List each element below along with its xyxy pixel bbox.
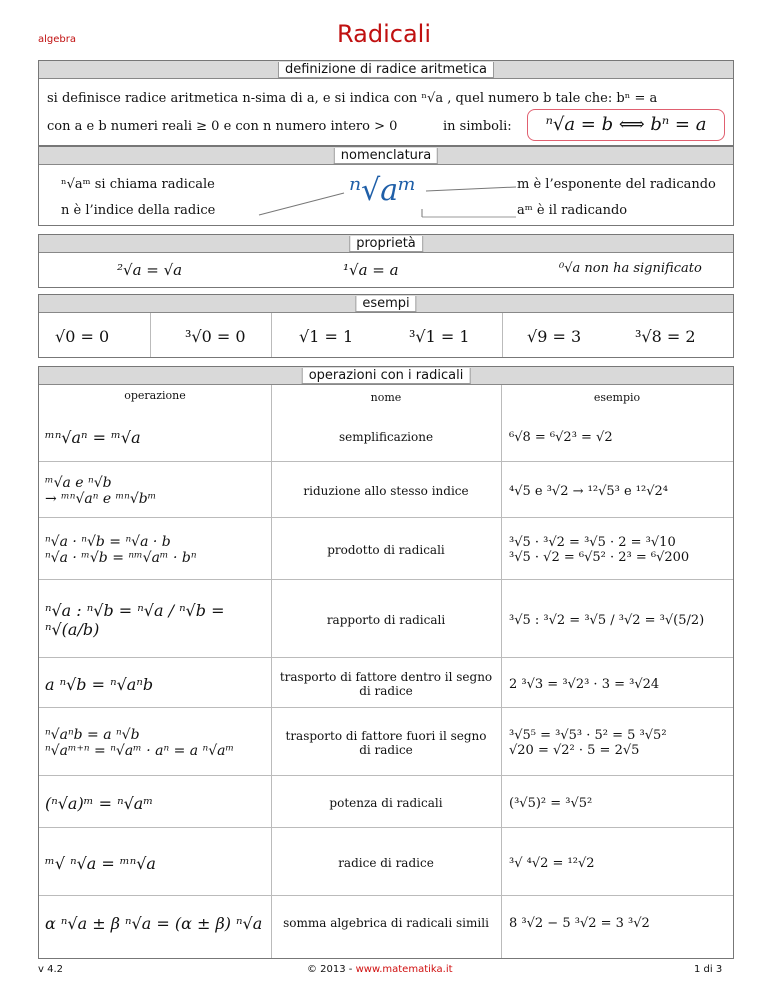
nome-cell: radice di radice: [338, 856, 434, 870]
definizione-conditions: con a e b numeri reali ≥ 0 e con n numero intero > 0: [47, 119, 398, 134]
row-divider: [39, 707, 733, 708]
footer-copyright: [307, 964, 453, 975]
nome-cell: riduzione allo stesso indice: [303, 484, 469, 498]
operazione-cell: [45, 463, 269, 519]
nome-cell: somma algebrica di radicali simili: [283, 916, 489, 930]
nomenclatura-heading-band: [39, 147, 733, 165]
nomenclatura-radicando: aᵐ è il radicando: [517, 203, 628, 218]
esempio-formula: ⁴√5 e ³√2 → ¹²√5³ e ¹²√2⁴: [509, 483, 668, 499]
row-divider: [39, 775, 733, 776]
operazione-cell: [45, 709, 269, 777]
esempio-item: ³√8 = 2: [635, 327, 696, 346]
footer-page: 1 di 3: [694, 964, 723, 975]
esempio-cell: [509, 581, 731, 659]
nomenclatura-indice: n è l’indice della radice: [61, 203, 216, 218]
table-row: [39, 411, 733, 463]
table-row: [39, 659, 733, 709]
esempio-formula: ⁶√8 = ⁶√2³ = √2: [509, 429, 613, 445]
operazione-cell: [45, 411, 269, 463]
table-row: [39, 519, 733, 581]
proprieta-heading-band: [39, 235, 733, 253]
proprieta-item: ²√a = √a: [117, 261, 183, 279]
proprieta-heading: proprietà: [349, 236, 423, 252]
site-link[interactable]: www.matematika.it: [355, 964, 453, 975]
page-title: Radicali: [337, 20, 431, 48]
table-row: [39, 777, 733, 829]
operazione-formula: ⁿ√a : ⁿ√b = ⁿ√a / ⁿ√b = ⁿ√(a/b): [45, 601, 225, 639]
footer-version: v 4.2: [38, 964, 63, 975]
operazione-formula: a ⁿ√b = ⁿ√aⁿb: [45, 674, 154, 694]
esempio-cell: [509, 659, 731, 709]
row-divider: [39, 461, 733, 462]
definizione-heading-band: [39, 61, 733, 79]
operazione-cell: [45, 519, 269, 581]
table-row: [39, 829, 733, 897]
esempio-item: ³√1 = 1: [409, 327, 470, 346]
nomenclatura-radicale: ⁿ√aᵐ si chiama radicale: [61, 177, 215, 192]
esempio-cell: [509, 897, 731, 949]
nomenclatura-heading: nomenclatura: [334, 148, 438, 164]
esempio-formula: ³√ ⁴√2 = ¹²√2: [509, 855, 595, 871]
operazione-formula: ⁿ√aⁿb = a ⁿ√b: [45, 727, 140, 743]
nomenclatura-arrows: [254, 181, 524, 221]
esempio-formula: ³√5 · √2 = ⁶√5² · 2³ = ⁶√200: [509, 550, 690, 565]
esempio-formula: ³√5⁵ = ³√5³ · 5² = 5 ³√5²: [509, 728, 667, 743]
col-header-nome: nome: [370, 391, 402, 404]
esempi-box: [38, 294, 734, 358]
section-tag: algebra: [38, 34, 76, 45]
row-divider: [39, 895, 733, 896]
table-row: [39, 581, 733, 659]
nome-cell: semplificazione: [338, 430, 434, 444]
row-divider: [39, 579, 733, 580]
esempio-item: √1 = 1: [299, 327, 354, 346]
operazioni-box: [38, 366, 734, 959]
operazione-cell: [45, 581, 269, 659]
definizione-symbol: ⁿ√a = b ⟺ bⁿ = a: [527, 109, 725, 141]
esempio-formula: ³√5 · ³√2 = ³√5 · 2 = ³√10: [509, 535, 676, 550]
copyright-text: © 2013 -: [307, 964, 356, 975]
esempio-item: √9 = 3: [527, 327, 582, 346]
esempio-item: √0 = 0: [55, 327, 110, 346]
operazione-cell: [45, 897, 269, 949]
operazione-formula: ᵐⁿ√aⁿ = ᵐ√a: [45, 427, 141, 447]
operazione-formula: → ᵐⁿ√aⁿ e ᵐⁿ√bᵐ: [45, 491, 157, 507]
nome-cell: trasporto di fattore dentro il segno di radice: [279, 670, 493, 698]
esempio-item: ³√0 = 0: [185, 327, 246, 346]
operazione-formula: ᵐ√a e ⁿ√b: [45, 475, 112, 491]
nome-cell: prodotto di radicali: [327, 543, 445, 557]
esempio-cell: [509, 519, 731, 581]
operazioni-heading: operazioni con i radicali: [302, 368, 471, 384]
esempio-formula: 2 ³√3 = ³√2³ · 3 = ³√24: [509, 676, 660, 692]
col-header-esempio: esempio: [593, 391, 641, 404]
esempio-cell: [509, 463, 731, 519]
esempio-cell: [509, 777, 731, 829]
esempio-cell: [509, 411, 731, 463]
divider: [502, 313, 503, 357]
operazione-formula: (ⁿ√a)ᵐ = ⁿ√aᵐ: [45, 793, 154, 813]
nome-cell: rapporto di radicali: [326, 613, 446, 627]
row-divider: [39, 657, 733, 658]
esempi-heading-band: [39, 295, 733, 313]
col-header-operazione: operazione: [124, 389, 186, 402]
divider: [271, 313, 272, 357]
proprieta-box: [38, 234, 734, 288]
nomenclatura-esponente: m è l’esponente del radicando: [517, 177, 716, 192]
operazione-cell: [45, 777, 269, 829]
nome-cell: potenza di radicali: [329, 796, 443, 810]
operazione-formula: ⁿ√a · ⁿ√b = ⁿ√a · b: [45, 534, 171, 550]
table-row: [39, 463, 733, 519]
divider: [150, 313, 151, 357]
definizione-symbol-label: in simboli:: [443, 119, 512, 134]
nome-cell: trasporto di fattore fuori il segno di radice: [285, 729, 487, 757]
table-row: [39, 709, 733, 777]
operazione-formula: ⁿ√aᵐ⁺ⁿ = ⁿ√aᵐ · aⁿ = a ⁿ√aᵐ: [45, 743, 235, 759]
esempio-formula: ³√5 : ³√2 = ³√5 / ³√2 = ³√(5/2): [509, 612, 705, 628]
nomenclatura-radical-diagram: ⁿ√aᵐ: [349, 173, 417, 208]
esempio-formula: √20 = √2² · 5 = 2√5: [509, 743, 640, 758]
definizione-text: si definisce radice aritmetica n-sima di a, e si indica con ⁿ√a , quel numero b tale che: bⁿ = a: [47, 91, 658, 106]
definizione-box: [38, 60, 734, 146]
proprieta-item: ¹√a = a: [343, 261, 399, 279]
row-divider: [39, 517, 733, 518]
esempio-formula: 8 ³√2 − 5 ³√2 = 3 ³√2: [509, 915, 650, 931]
esempi-heading: esempi: [355, 296, 416, 312]
operazione-cell: [45, 659, 269, 709]
esempio-cell: [509, 829, 731, 897]
operazione-cell: [45, 829, 269, 897]
operazione-formula: ⁿ√a · ᵐ√b = ⁿᵐ√aᵐ · bⁿ: [45, 550, 197, 566]
operazioni-heading-band: [39, 367, 733, 385]
row-divider: [39, 827, 733, 828]
table-row: [39, 897, 733, 949]
operazione-formula: α ⁿ√a ± β ⁿ√a = (α ± β) ⁿ√a: [45, 913, 263, 933]
nomenclatura-box: [38, 146, 734, 226]
operazione-formula: ᵐ√ ⁿ√a = ᵐⁿ√a: [45, 853, 156, 873]
esempio-formula: (³√5)² = ³√5²: [509, 795, 593, 811]
definizione-heading: definizione di radice aritmetica: [278, 62, 494, 78]
proprieta-item: ⁰√a non ha significato: [559, 261, 702, 276]
esempio-cell: [509, 709, 731, 777]
